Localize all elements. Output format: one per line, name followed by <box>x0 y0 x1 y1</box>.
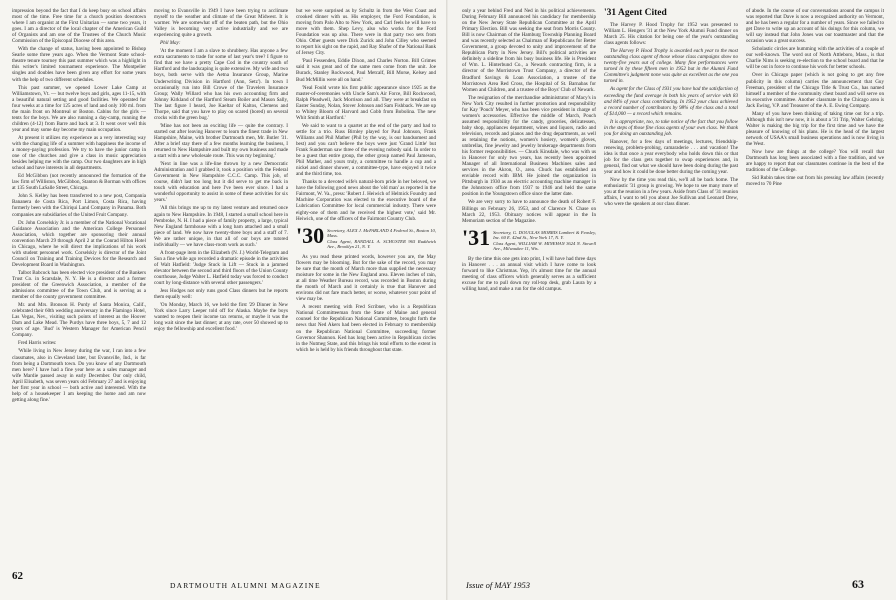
paragraph: Now by the time you read this, we'll all be back home. The enthusiastic '31 group is growing. We hope to see many more of you at the reunion in a few years. Aside from Class of '31 reunion affairs, I want to tell you about Joe Sullivan and Leonard Drew, who were the speakers at our class dinner. <box>604 177 738 208</box>
paragraph: This past summer, we opened Lower Lake Camp at Williamstown, Vt. — but twelve boys and girls, ages 11-15, with a beautiful natural setting and good facilities. We operated for four weeks at a time for 125 acres of land and only 100 ml. from the main front on Montreal or Boston. Cabins for the girls — tents for the boys. We are also running a day-camp, running the children (4-12) from Barre and back at 3. It went over well this year and may some day become my main occupation. <box>12 84 146 133</box>
paragraph: Sid Rubin takes time out from his pressing law affairs (recently moved to 70 Pine <box>746 175 884 188</box>
left-page-number: 62 <box>12 570 23 582</box>
paragraph: At present it utilizes my experience as a very interesting way with the changing life of a summer with happiness the income of a money-paying profession. We try to have the junior camp in one of the churches and give a class in music appreciation besides helping me with the camp. Our two daughters are in high school and have interests in all departments. <box>12 134 146 172</box>
issue-label: Issue of MAY 1953 <box>466 580 530 590</box>
class-year-number: '30 <box>296 222 325 248</box>
paragraph: Fred Harris writes: <box>18 340 57 347</box>
paragraph: Over in Chicago paper (which is not going to get any free publicity in this column) carries the announcement that Guy Freeman, president of the Chicago Title & Trust Co., has named himself a member of the community chest board and will serve on its executive committee. Another classmate in the Chicago area is Jack Ewing, V.P. and Treasurer of the A. E. Ewing Company. <box>746 72 884 109</box>
paragraph: 'Paul Fessenden, Eddie Dixon, and Charles Norton. Bill Grimes said it was great and of the same men come from the unit. Joe Burack, Stanley Rockwood, Paul Metcalf, Bill Morse, Kelsey and Bud McMillin were all on hand.' <box>296 58 436 83</box>
paragraph: 'All this brings me up to my latest venture and returned once again to New Hampshire. In 1948, I started a small school here in Pembroke, N. H. I had a piece of family property, a large, typical New England farmhouse with a long barn attached and a small piece of land. We now have twenty-three boys and a staff of 7. We are rather unique, in that all of our boys are tutored individually — we have class-room work as such.' <box>154 205 288 248</box>
paragraph: The resignation of the merchandise administrator of Macy's in New York City resulted in further promotion and responsibility for Kay 'Pouch' Meyer, who has been vice president in charge of women's accessories. Effective the middle of March, Pouch assumed responsibility for the candy, groceries, delicatessen, baby shop, appliances department, wines and liquors, radio and television, records and pianos and the drug departments, as well as retaining the notions, women's hosiery, women's gloves, umbrellas, fine jewelry and jewelry brokerage departments from his former responsibilities. — Chuck Kinsdale, who was with us in Hanover for only two years, has recently been appointed Manager of all International Business Machines sales and services in the Akron, O., area. Chuck has established an enviable record with IBM. He joined the organization in Pittsburgh in 1930 as an electric accounting machine manager in the Johnstown office from 1937 to 1946 and held the same position in the Youngstown office since the latter date. <box>462 94 596 198</box>
class-1931-header <box>462 224 596 252</box>
column-1 <box>12 8 146 564</box>
right-page-number: 63 <box>852 577 864 591</box>
paragraph: We are very sorry to have to announce the death of Robert F. Billings on February 26, 1953, and of Clarence N. Chase on March 22, 1953. Obituary notices will appear in the In Memoriam section of the Magazine. <box>462 199 596 224</box>
citation-paragraph: The Harvey P. Hood Trophy is awarded each year to the most outstanding class agent of those whose class campaigns show no twenty-five years out of college. Many fine performances were turned in by these fifteen men in 1952 but in the Alumni Fund Committee's judgment none was quite as excellent as the one you turned in. <box>604 48 738 85</box>
paragraph: With the change of status, having been appointed to Bishop Searle some three years ago. When the Vermont State school-theatre tenure tourney this past summer which was a highlight in this writer's limited tournament experience. The Montpelier singles and doubles have been given any effort for some years with the help of two different schedules. <box>12 46 146 83</box>
secretary-info: Secretary, ALEX J. McFARLAND 4 Federal St., Boston 10, Mass. <box>327 227 436 239</box>
paragraph: but we were surprised as by Schultz in from the West Coast and crooked dinner with us. His employer, the Ford Foundation, is moving from Palo Alto to New York, and Carl feels he will have to move with them. Shep Levy, also who works for the Ford Foundation was up also. There were in that party two sets from Ohio. Other guests were Dick Zurick and John Cilley who seemed to report his sight on the rapid, and Ray Shafer of the National Bank of Jersey City. <box>296 8 436 57</box>
paragraph: Many of you have been thinking of taking time out for a trip. Although this isn't new now, it is about a '31 Trip, Walter Gehring. Walter is making the big trip for the first time and we have the pleasure of knowing of his plans. He is the head of the largest network of USAA's small business operations and is now living in the West. <box>746 110 884 147</box>
paragraph: of abode. In the course of our conversations around the campus it was reported that Dave is now a recognized authority on Vermont, and he has been a regular for a number of years. Since we failed to get Dave to write up an account of his doings for this column, we will say instead that John Jones was our toastmaster and that the occasion was a great success. <box>746 8 884 45</box>
class-1930-header <box>296 222 436 250</box>
paragraph: impression beyond the fact that I do keep busy on school affairs most of the time. Free time for a church position downtown where I am organist at the First Unitarian — some two years, it goes. I am a director of the local chapter of the American Guild of Organists and am one of the Trustees of the Church Music Commission of the Episcopal Diocese of this area. <box>12 8 146 45</box>
secretary-info: Secretary, G. DOUGLAS MORRIS Lambert & Feasley, Inc. 60 E. 42nd St., New York 17, N. Y. <box>493 229 596 241</box>
magazine-title: DARTMOUTH ALUMNI MAGAZINE <box>170 581 321 590</box>
class-officers <box>493 228 596 252</box>
paragraph: 'While living in New Jersey during the war, I ran into a few classmates, also in Cleveland later, but Evansville, Ind., is far from being a Dartmouth town. Do you know of any Dartmouth men here? I have had a fine year here as a sales manager and wife Mardie passed away in early December. Our only child, April Elisabeth, was seven years old February 27 and is enjoying her first year in school — both active and interested. With the help of a housekeeper I am keeping the home and am now getting along fine.' <box>12 348 146 403</box>
paragraph: John S. Kelley has been transferred to a new post, Compania Bananera de Costa Rica, Port Limon, Costa Rica, having formerly been with the Chiriqui Land Company in Panama. Both companies are subsidiaries of the United Fruit Company. <box>12 193 146 218</box>
paragraph: 'At the moment I am a slave to shrubbery. Has anyone a few extra sacramento to trade for some of last year's tree? I figure to find that we have a pretty Cape Cod in the country south of Hartford and the landscaping is quite extensive. My wife and two boys, both serve with the Aetna Insurance Group, Marine Underwriting Division in Hartford (Ann, Setz'). In town I occasionally run into Bill Crowe of the Travelers Insurance Group; Wally Willard who has his own accounting firm and Johnny Kirkland of the Hartford Steam Boiler and Mason Sally, The last figure I heard, Joe Kaeltar of Kaltos, Clemens and Thorpe, said that you have to play on scared (bored) on several crocks with the green bug.' <box>154 48 288 121</box>
paragraph: By the time this one gets into print, I will have had three days in Hanover . . . an annual visit which I have come to look forward to like Christmas. Yep, it's almost time for the annual meeting of class officers which generally serves as a sufficient excuse for me to pull down my roll-top desk, grab Laura by a willing hand, and make a run for the old campus. <box>462 256 596 293</box>
column-4 <box>462 8 596 564</box>
paragraph: We said to want to a quartet at the end of the party and had to settle for a trio. Russ Birnley played for Paul Johnson, Frank Williams and Phil Mather (Phil by the way, is our handsomest and best) and you can't believe the boys were just 'Grand Little' but Frank Sunderman saw three of the evening nobody said. In order to be a guest that entire group, the other group named Paul Jameson, Phil Mather, and yours truly, a committee to handle a cup and a nickel and dinner shower, a committee-type, have enjoyed it twice and the third time, too. <box>296 122 436 178</box>
paragraph: Mr. and Mrs. Bronson H. Purdy of Santa Monica, Calif., celebrated their 60th wedding anniversary in the Flamingo Hotel, Las Vegas, Nev., visiting such points of interest as the Hoover Dam and Lake Mead. The Purdys have three boys, 5, 7 and 12 years of age. 'Bud' is Western Manager for American Pencil Company. <box>12 302 146 339</box>
right-page <box>448 0 896 600</box>
class-officers <box>327 226 436 250</box>
paragraph: Hanover, for a few days of meetings, lectures, friendship-renewing, problem-probing, camaraderie . . . and vacation! The idea is that once a year everybody who holds down this or that job for the class gets together to swap experiences and, in general, find out what we should have been doing during the past year and how it could be done better during the coming year. <box>604 138 738 176</box>
citation-paragraph: It is appropriate, too, to take notice of the fact that you follow in the steps of those fine class agents of your own class. We thank you for doing an outstanding job. <box>604 118 738 137</box>
paragraph: As you read these printed words, however you are, the May flowers may be blooming. But for the sake of the record, you may be sure that the month of March more than supplied the necessary moisture for some in the New England area. Eleven inches of rain, at all time Weather Bureau record, was recorded in Boston during the month of March and it certainly is true that Hanover and environs did not fare much better, or worse, whatever your point of view may be. <box>296 253 436 303</box>
paragraph: 'Neal Fould wrote his first public appearance since 1925 as the master-of-ceremonies with Uncle Sam's Air Force, Bill Rockwood, Ralph Pleadwell, Jack Morrison and all. They were at breakfast on Easter Sunday, Nolan, Stover Johnson and Sam Fishback. We are up to Whitey Bloom of Harvard and Cobb from Bobolina. The new Whit Smith at Hartford.' <box>296 84 436 121</box>
paragraph: Ed McGibbon (not recently announced the formation of the law firm of Williston, McGibbon, Stanton & Borman with offices at 135 South LaSalle Street, Chicago. <box>12 173 146 192</box>
paragraph: A recent meeting with Fred Scribner, who is a Republican National Committeeman from the State of Maine and general counsel for the Republican National Committee, brought forth the news that Ned Akers had been elected in February to membership on the Republican National Committee, succeeding former Governor Shannon. Ked has long been active in Republican circles in the Nutmeg State, and this brings his total efforts to the extent in which he is held by his friends throughout that state. <box>296 304 436 353</box>
class-agent-info: Class Agent, RANDALL A. SCHUSTER 965 Ruddwick Ave., Brooklyn 21, N. Y. <box>327 238 436 250</box>
column-3 <box>296 8 436 564</box>
paragraph: Scholastic circles are humming with the activities of a couple of our well-known. The word out of North Attleboro, Mass., is that Charlie Nims is seeking re-election to the school board and that he will be out in force to continue his work for better schools. <box>746 46 884 71</box>
class-agent-info: Class Agent, WILLIAM W. MINEHAN 3624 N. Stowell Ave., Milwaukee 11, Wis. <box>493 240 596 252</box>
column-2 <box>154 8 288 564</box>
column-5 <box>604 8 738 564</box>
paragraph: 'Next in line was a life-line thrown by a new Democratic Administration and I grabbed it, took a position with the Federal Government in New Hampshire C.C.C. Camp. This job, of course, didn't last too long but it did serve to get me back in touch with education and here I've been ever since. I had a wonderful opportunity to assist in some of these activities for six years.' <box>154 161 288 204</box>
paragraph: Now how are things at the college? You will recall that Dartmouth has long been associated with a fine tradition, and we are happy to report that our classmates continue in the best of the traditions of the College. <box>746 149 884 174</box>
paragraph: A front-page item in the Elizabeth (N. J.) World-Telegram and Sun a fine while ago recorded a dramatic episode in the activities of Walt Hatfield: 'Judge Stuck in Lift — Stuck in a jammed elevator between the second and third floors of the Union County courthouse, Judge Walter L. Hatfield today was forced to conduct court by long-distance with several other passengers.' <box>154 249 288 287</box>
paragraph: The Harvey P. Hood Trophy for 1952 was presented to William L. Hengers '31 at the New York Alumni Fund dinner on March 25. His citation for being one of the year's outstanding class agents follows: <box>604 22 738 47</box>
paragraph: Dr. John Corselskiy Jr. is a member of the National Vocational Guidance Association and the American College Personnel Association, which together are sponsoring their annual convention March 29 through April 2 at the Conrad Hilton Hotel in Chicago, where he will direct the implications of his work with student personnel work. Corselskiy is director of the Joint Council on Training and Training Devices for the Research and Development Board in Washington. <box>12 219 146 268</box>
citation-paragraph: As agent for the Class of 1931 you have had the satisfaction of exceeding the fund average in both his years of service with 83 and 84% of your class contributing. In 1952 your class achieved a record number of contributors by 98% of the class and a total of $14,000 — a record which remains. <box>604 86 738 117</box>
section-heading: '31 Agent Cited <box>604 8 667 18</box>
paragraph: moving to Evansville in 1949 I have been trying to acclimate myself to the weather and climate of the Great Midwest. It is warmer. We are somewhat off of the beaten path, but the Ohio Valley is becoming very active industrially and we are experiencing quite a growth. <box>154 8 288 39</box>
paragraph: Jess Hodges not only runs good Class dinners but he reports them equally well: <box>154 288 288 301</box>
column-6 <box>746 8 884 564</box>
paragraph: only a year behind Fred and Ned in his political achievements. During February Bill announced his candidacy for membership on the New Jersey State Republican Committee at the April Primary Election. Bill was seeking the seat from Morris County. Bill is now Chairman of the Hamburg Township Planning Board and was recently selected as Chairman of Republicans for Better Government, a group devoted to unity and improvement of the Republican Party in New Jersey. Bill's political activities are definitely a sideline from his busy business life. He is President of Wm. L. Hinterbund Co., a Newark contracting firm, is a director of the Morristown Trust Company, a director of the Bradford Savings & Loan Association, a trustee of the Morristown Area Red Cross, the Hospital of St. Barnabas for Women and Children, and a trustee of the Boys' Club of Newark. <box>462 8 596 93</box>
paragraph: Phil May: <box>160 40 181 47</box>
paragraph: 'Mine has not been an exciting life — quite the contrary. I started out after leaving Hanover to learn the finest trade in New Hampshire, Maine, with brother Dartmouth men, Mr. Butler '31. After a brief stay there of a few months learning the business, I returned to New Hampshire and built my own business and made a start with a new wholesale route. This was my beginning.' <box>154 122 288 160</box>
paragraph: Talbot Babcock has been elected vice president of the Bankers Trust Co. in Scarsdale, N. Y. He is a director and a former president of the Greenwich Association, a member of the admissions committee of the Town Club, and is serving as a member of the county government committee. <box>12 269 146 301</box>
class-year-number: '31 <box>462 224 491 250</box>
paragraph: Thanks to a devoted wife's natural-born pride in her beloved, we have the following good news about the 'old man' as reported in the Fairmont, W. Va., press: 'Robert J. Heiwich of Helmick Foundry and Machine Corporation was elected to the executive board of the Lubrication Committee for local commercial industry. There were eighty-one of them and he received the highest vote,' said Mr. Heiwich, one of the officers of the Fairmont Country Club. <box>296 179 436 222</box>
paragraph: 'On Monday, March 16, we held the first '29 Dinner in New York since Larry Leeper told off for Alaska. Maybe the boys wanted to reopen their income tax returns, or maybe it was the long wait since the last dinner; at any rate, over 50 showed up to enjoy the fellowship and excellent food.' <box>154 302 288 333</box>
